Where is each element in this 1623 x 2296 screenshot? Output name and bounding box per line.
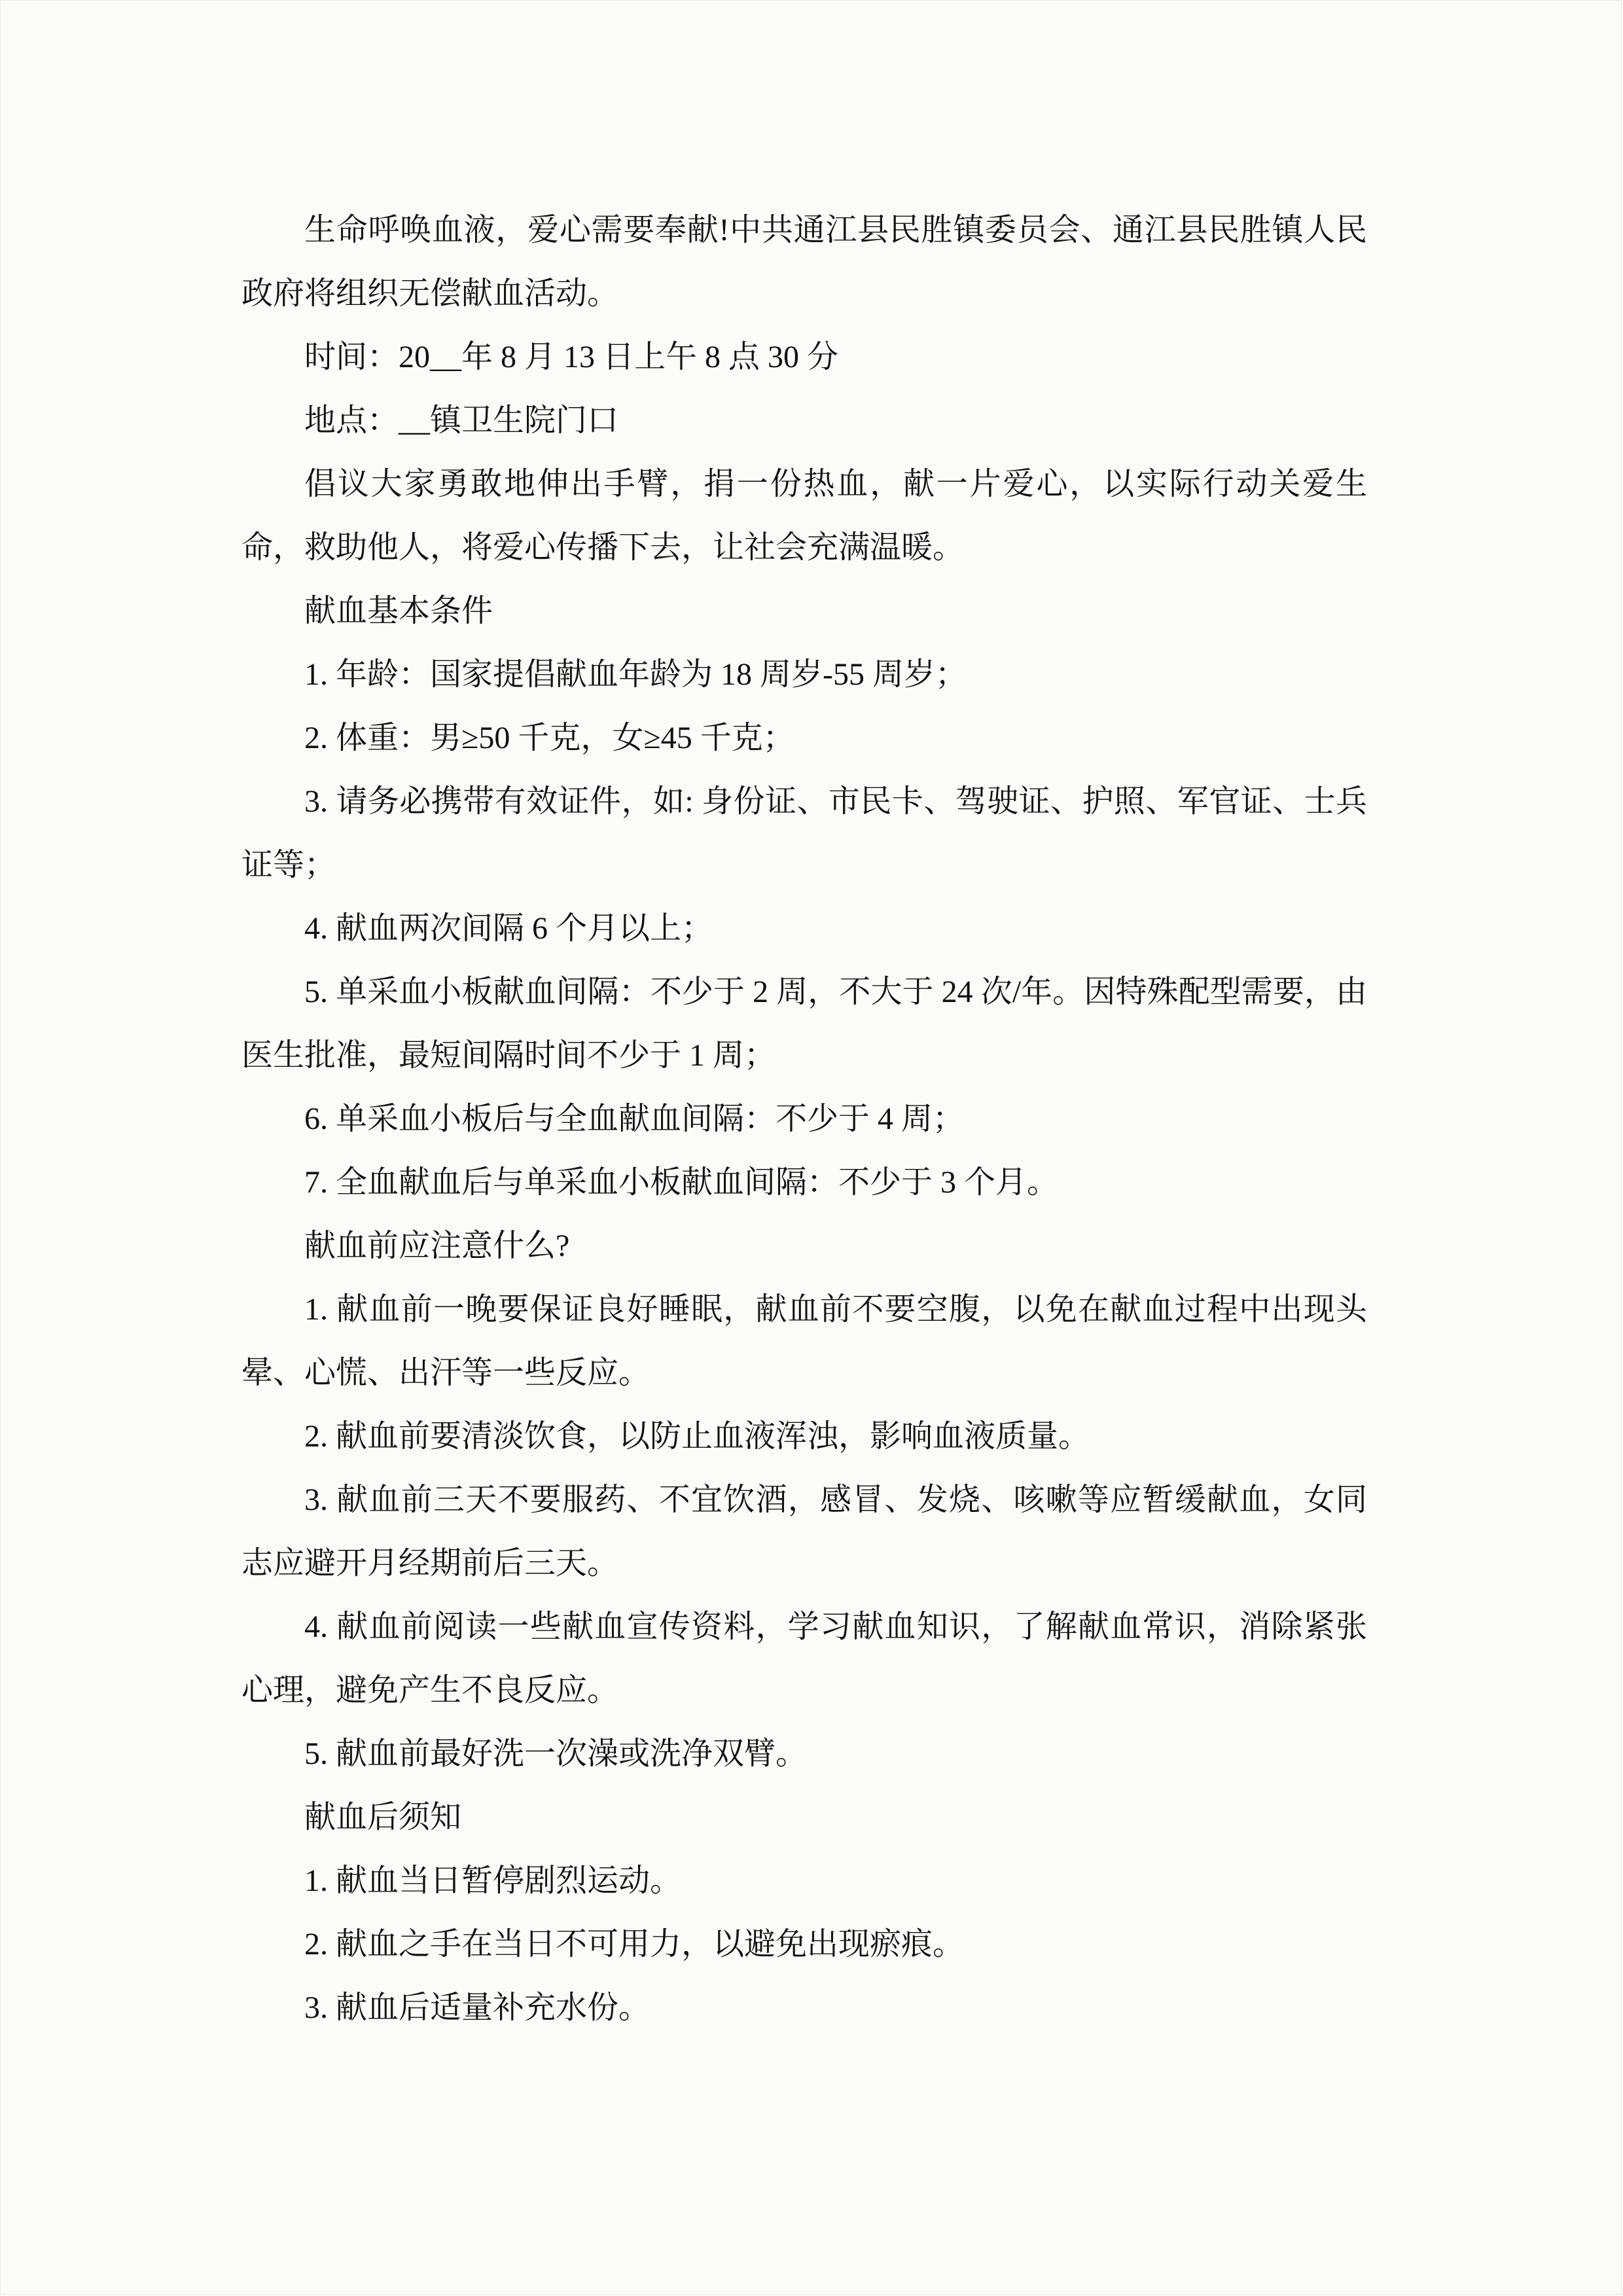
- document-paragraph: 地点：__镇卫生院门口: [304, 403, 619, 438]
- document-paragraph: 4. 献血两次间隔 6 个月以上；: [304, 911, 713, 946]
- document-paragraph: 1. 献血当日暂停剧烈运动。: [304, 1863, 682, 1898]
- document-paragraph: 3. 献血前三天不要服药、不宜饮酒，感冒、发烧、咳嗽等应暂缓献血，女同志应避开月经期前后三天。: [241, 1482, 1367, 1581]
- document-paragraph: 5. 单采血小板献血间隔：不少于 2 周，不大于 24 次/年。因特殊配型需要，由医生批准，最短间隔时间不少于 1 周；: [241, 975, 1367, 1073]
- document-paragraph: 2. 献血前要清淡饮食，以防止血液浑浊，影响血液质量。: [304, 1419, 1090, 1454]
- document-paragraph: 1. 献血前一晚要保证良好睡眠，献血前不要空腹，以免在献血过程中出现头晕、心慌、出汗等一些反应。: [241, 1292, 1367, 1390]
- document-paragraph: 2. 体重：男≥50 千克，女≥45 千克；: [304, 721, 794, 755]
- document-paragraph: 时间：20__年 8 月 13 日上午 8 点 30 分: [304, 340, 839, 374]
- document-paragraph: 献血后须知: [304, 1800, 462, 1835]
- document-paragraph: 4. 献血前阅读一些献血宣传资料，学习献血知识，了解献血常识，消除紧张心理，避免产生不良反应。: [241, 1609, 1367, 1708]
- document-body: [241, 198, 1367, 2039]
- document-paragraph: 倡议大家勇敢地伸出手臂，捐一份热血，献一片爱心，以实际行动关爱生命，救助他人，将爱心传播下去，让社会充满温暖。: [241, 467, 1367, 565]
- document-paragraph: 6. 单采血小板后与全血献血间隔：不少于 4 周；: [304, 1102, 965, 1136]
- document-paragraph: 5. 献血前最好洗一次澡或洗净双臂。: [304, 1736, 808, 1771]
- document-paragraph: 3. 请务必携带有效证件，如: 身份证、市民卡、驾驶证、护照、军官证、士兵证等；: [241, 784, 1367, 882]
- document-paragraph: 3. 献血后适量补充水份。: [304, 1990, 651, 2025]
- document-paragraph: 献血前应注意什么?: [304, 1229, 570, 1263]
- document-paragraph: 生命呼唤血液，爱心需要奉献!中共通江县民胜镇委员会、通江县民胜镇人民政府将组织无偿献血活动。: [241, 213, 1367, 311]
- document-paragraph: 2. 献血之手在当日不可用力，以避免出现瘀痕。: [304, 1927, 965, 1962]
- document-paragraph: 7. 全血献血后与单采血小板献血间隔：不少于 3 个月。: [304, 1165, 1059, 1200]
- document-paragraph: 献血基本条件: [304, 594, 493, 628]
- document-paragraph: 1. 年龄：国家提倡献血年龄为 18 周岁-55 周岁；: [304, 657, 967, 692]
